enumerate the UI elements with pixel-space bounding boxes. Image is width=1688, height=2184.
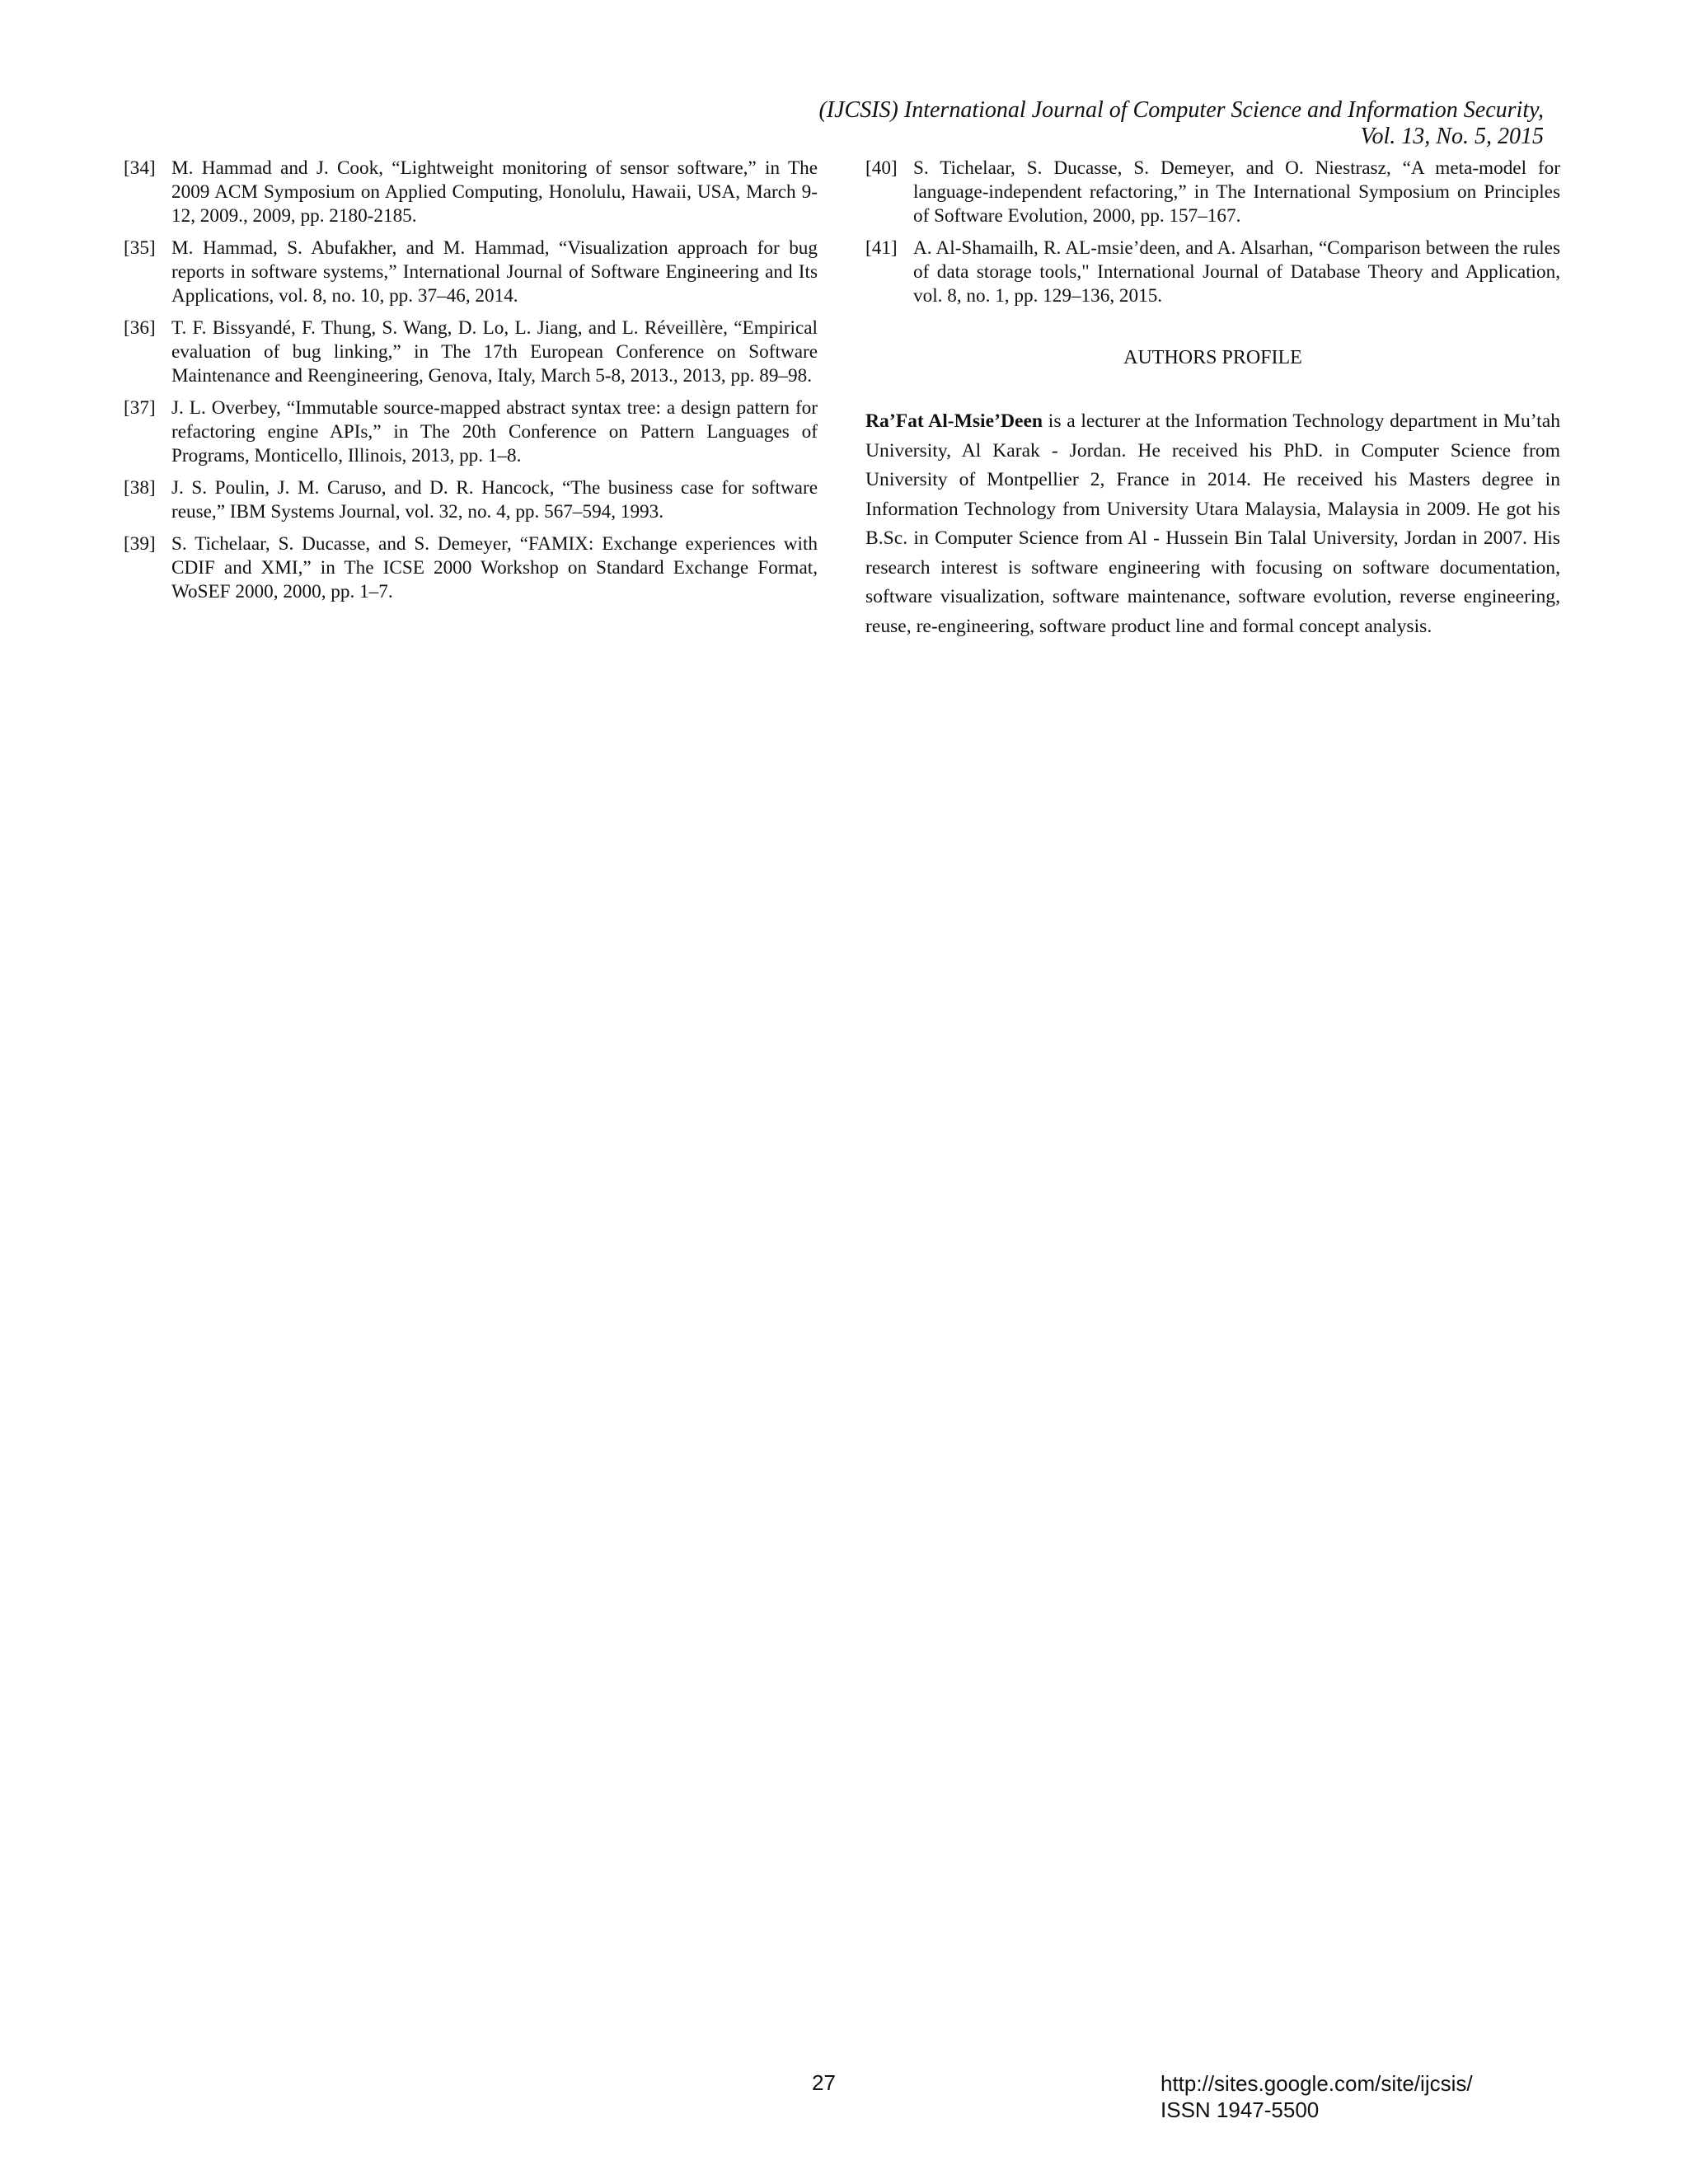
journal-header-line1: (IJCSIS) International Journal of Computer Science and Information Security,: [818, 97, 1544, 123]
reference-text: T. F. Bissyandé, F. Thung, S. Wang, D. Lo, L. Jiang, and L. Réveillère, “Empirical evaluation of bug linking,” in The 17th European Conference on Software Maintenance and Reengineering, Genova, Italy, March 5-8, 2013., 2013, pp. 89–98.: [171, 317, 818, 387]
journal-header: [637, 97, 1544, 150]
reference-number: [36]: [124, 317, 156, 339]
reference-item: [124, 316, 818, 388]
footer-info: [1160, 2070, 1473, 2123]
references-left-column: [124, 157, 818, 612]
reference-text: S. Tichelaar, S. Ducasse, and S. Demeyer, “FAMIX: Exchange experiences with CDIF and XMI,” in The ICSE 2000 Workshop on Standard Exchange Format, WoSEF 2000, 2000, pp. 1–7.: [171, 533, 818, 602]
author-name: Ra’Fat Al-Msie’Deen: [865, 410, 1043, 432]
reference-text: M. Hammad and J. Cook, “Lightweight monitoring of sensor software,” in The 2009 ACM Symposium on Applied Computing, Honolulu, Hawaii, USA, March 9-12, 2009., 2009, pp. 2180-2185.: [171, 157, 818, 227]
reference-text: A. Al-Shamailh, R. AL-msie’deen, and A. Alsarhan, “Comparison between the rules of data storage tools," International Journal of Database Theory and Application, vol. 8, no. 1, pp. 129–136, 2015.: [913, 237, 1560, 307]
reference-text: S. Tichelaar, S. Ducasse, S. Demeyer, and O. Niestrasz, “A meta-model for language-independent refactoring,” in The International Symposium on Principles of Software Evolution, 2000, pp. 157–167.: [913, 157, 1560, 227]
page-number: 27: [812, 2070, 836, 2095]
reference-number: [37]: [124, 397, 156, 419]
author-bio-text: is a lecturer at the Information Technology department in Mu’tah University, Al Karak - Jordan. He received his PhD. in Computer Science from University of Montpellier 2, France in 2014. He received his Masters degree in Information Technology from University Utara Malaysia, Malaysia in 2009. He got his B.Sc. in Computer Science from Al - Hussein Bin Talal University, Jordan in 2007. His research interest is software engineering with focusing on software documentation, software visualization, software maintenance, software evolution, reverse engineering, reuse, re-engineering, software product line and formal concept analysis.: [865, 410, 1561, 637]
authors-profile-heading: AUTHORS PROFILE: [1123, 347, 1302, 368]
reference-number: [40]: [865, 157, 898, 179]
reference-item: [124, 396, 818, 468]
right-column: [865, 157, 1560, 641]
reference-number: [34]: [124, 157, 156, 179]
reference-item: [124, 157, 818, 228]
reference-item: [124, 237, 818, 308]
reference-text: J. L. Overbey, “Immutable source-mapped abstract syntax tree: a design pattern for refactoring engine APIs,” in The 20th Conference on Pattern Languages of Programs, Monticello, Illinois, 2013, pp. 1–8.: [171, 397, 818, 466]
author-bio: [865, 407, 1560, 641]
journal-header-line2: Vol. 13, No. 5, 2015: [1360, 124, 1544, 149]
reference-text: J. S. Poulin, J. M. Caruso, and D. R. Hancock, “The business case for software reuse,” IBM Systems Journal, vol. 32, no. 4, pp. 567–594, 1993.: [171, 477, 818, 523]
reference-item: [124, 476, 818, 524]
journal-url: http://sites.google.com/site/ijcsis/: [1160, 2071, 1473, 2096]
reference-item: [865, 237, 1560, 308]
reference-number: [38]: [124, 477, 156, 499]
reference-number: [35]: [124, 237, 156, 259]
reference-number: [41]: [865, 237, 898, 259]
reference-item: [865, 157, 1560, 228]
journal-issn: ISSN 1947-5500: [1160, 2097, 1320, 2122]
reference-number: [39]: [124, 533, 156, 555]
reference-item: [124, 532, 818, 604]
reference-text: M. Hammad, S. Abufakher, and M. Hammad, “Visualization approach for bug reports in software systems,” International Journal of Software Engineering and Its Applications, vol. 8, no. 10, pp. 37–46, 2014.: [171, 237, 818, 307]
